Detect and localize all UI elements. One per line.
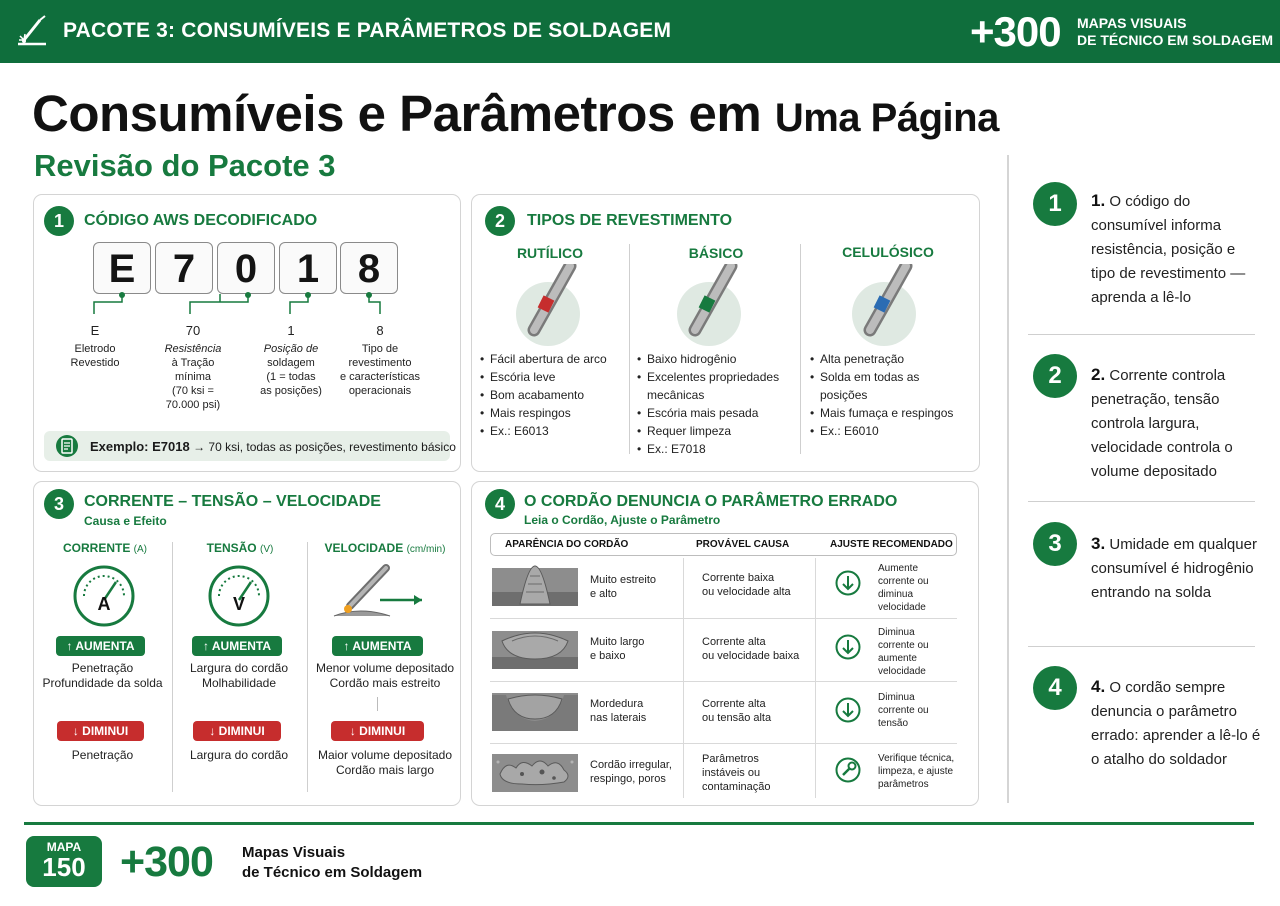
connector-line	[377, 697, 378, 711]
list-item: • Requer limpeza	[637, 422, 795, 440]
card3-title: CORRENTE – TENSÃO – VELOCIDADE	[84, 493, 381, 510]
narrow-bead-image	[492, 564, 578, 608]
svg-text:V: V	[232, 594, 246, 614]
table-cell: Muito largo e baixo	[590, 636, 645, 662]
code-letter: E	[93, 242, 151, 294]
wrench-icon	[835, 757, 861, 783]
table-col-separator	[815, 558, 816, 798]
side-number: 2	[1033, 354, 1077, 398]
header-count: +300	[970, 8, 1061, 55]
list-item: • Ex.: E6013	[480, 422, 628, 440]
table-cell: Corrente alta ou tensão alta	[702, 698, 772, 724]
coat-head-rutilico: RUTÍLICO	[516, 245, 584, 261]
irregular-bead-image	[492, 750, 578, 794]
example-text: Exemplo: E7018 → 70 ksi, todas as posições, revestimento básico	[90, 439, 456, 454]
table-row-line	[490, 743, 957, 744]
card3-number: 3	[44, 489, 74, 519]
card4-subtitle: Leia o Cordão, Ajuste o Parâmetro	[524, 513, 721, 527]
param-head-corrente: CORRENTE (A)	[62, 541, 148, 555]
footer-count: +300	[120, 838, 213, 886]
footer-brand: Mapas Visuais de Técnico em Soldagem	[242, 844, 423, 881]
header-brand: MAPAS VISUAIS DE TÉCNICO EM SOLDAGEM	[1077, 15, 1274, 48]
card1-number: 1	[44, 206, 74, 236]
code-letter: 8	[340, 242, 398, 294]
page-subtitle: Revisão do Pacote 3	[34, 148, 336, 183]
svg-text:A: A	[97, 594, 111, 614]
code-col-e: E Eletrodo Revestido	[70, 323, 120, 369]
coat-list-celulosico	[810, 350, 970, 440]
table-col-header: AJUSTE RECOMENDADO	[830, 539, 953, 550]
side-number: 3	[1033, 522, 1077, 566]
document-icon	[56, 435, 78, 457]
table-cell: Diminua corrente ou aumente velocidade	[878, 627, 929, 677]
side-text: 2. Corrente controla penetração, tensão controla largura, velocidade controla o volume depositado	[1091, 365, 1233, 480]
decrease-badge: ↓ DIMINUI	[57, 721, 144, 741]
table-cell: Corrente alta ou velocidade baixa	[702, 636, 800, 662]
card2-title: TIPOS DE REVESTIMENTO	[527, 212, 733, 229]
decrease-badge: ↓ DIMINUI	[331, 721, 424, 741]
undercut-bead-image	[492, 689, 578, 733]
table-cell: Mordedura nas laterais	[590, 698, 647, 724]
code-letter: 7	[155, 242, 213, 294]
package-title: PACOTE 3: CONSUMÍVEIS E PARÂMETROS DE SOLDAGEM	[63, 19, 672, 42]
list-item: • Bom acabamento	[480, 386, 628, 404]
footer-line	[24, 822, 1254, 825]
side-text: 1. O código do consumível informa resistência, posição e tipo de revestimento — aprenda a lê-lo	[1091, 191, 1246, 306]
list-item: • Alta penetração	[810, 350, 970, 368]
table-cell: Parâmetros instáveis ou contaminação	[702, 753, 771, 793]
table-cell: Muito estreito e alto	[590, 574, 657, 600]
param-down-text: Penetração	[71, 748, 134, 762]
coat-separator	[800, 244, 801, 454]
table-col-header: APARÊNCIA DO CORDÃO	[505, 539, 629, 550]
list-item: • Ex.: E7018	[637, 440, 795, 458]
side-number: 1	[1033, 182, 1077, 226]
table-cell: Diminua corrente ou tensão	[878, 692, 929, 729]
side-text: 3. Umidade em qualquer consumível é hidrogênio entrando na solda	[1091, 534, 1257, 601]
param-up-text: Largura do cordão Molhabilidade	[189, 661, 289, 690]
coat-head-celulosico: CELULÓSICO	[842, 244, 934, 260]
electrode-rutilico-icon	[512, 264, 582, 354]
increase-badge: ↑ AUMENTA	[332, 636, 423, 656]
electrode-celulosico-icon	[848, 264, 918, 354]
table-col-separator	[683, 558, 684, 798]
torch-speed-icon	[330, 562, 430, 622]
table-cell: Cordão irregular, respingo, poros	[590, 759, 672, 785]
table-row-line	[490, 681, 957, 682]
param-up-text: Menor volume depositado Cordão mais estreito	[315, 661, 455, 690]
code-col-8: 8 Tipo de revestimento e características operacionais	[339, 323, 421, 397]
increase-badge: ↑ AUMENTA	[56, 636, 145, 656]
side-number: 4	[1033, 666, 1077, 710]
decrease-badge: ↓ DIMINUI	[193, 721, 281, 741]
list-item: • Escória leve	[480, 368, 628, 386]
side-separator	[1028, 501, 1255, 502]
table-col-header: PROVÁVEL CAUSA	[696, 539, 790, 550]
code-letter: 0	[217, 242, 275, 294]
side-separator	[1028, 646, 1255, 647]
code-col-1: 1 Posição de soldagem (1 = todas as posições)	[260, 323, 322, 397]
param-head-tensao: TENSÃO (V)	[206, 541, 274, 555]
arrow-down-icon	[835, 634, 861, 660]
code-col-70: 70 Resistência à Tração mínima (70 ksi = 70.000 psi)	[164, 323, 222, 411]
card2-number: 2	[485, 206, 515, 236]
table-row-line	[490, 618, 957, 619]
coat-list-rutilico	[480, 350, 628, 440]
arrow-down-icon	[835, 697, 861, 723]
list-item: • Baixo hidrogênio	[637, 350, 795, 368]
param-down-text: Largura do cordão	[189, 748, 289, 762]
param-head-velocidade: VELOCIDADE (cm/min)	[324, 541, 446, 555]
top-bar	[0, 0, 1280, 63]
list-item: • Fácil abertura de arco	[480, 350, 628, 368]
page-title: Consumíveis e Parâmetros em Uma Página	[32, 85, 999, 142]
voltmeter-gauge-icon	[207, 564, 271, 628]
list-item: • Mais respingos	[480, 404, 628, 422]
table-cell: Aumente corrente ou diminua velocidade	[878, 563, 929, 613]
table-cell: Verifique técnica, limpeza, e ajuste parâmetros	[878, 753, 955, 790]
list-item: • Solda em todas as posições	[810, 368, 970, 404]
vertical-divider	[1007, 155, 1009, 803]
list-item: • Ex.: E6010	[810, 422, 970, 440]
map-number-badge: MAPA 150	[26, 836, 102, 887]
code-connectors	[80, 290, 410, 320]
arrow-down-icon	[835, 570, 861, 596]
electrode-basico-icon	[673, 264, 743, 354]
increase-badge: ↑ AUMENTA	[192, 636, 282, 656]
card1-title: CÓDIGO AWS DECODIFICADO	[84, 212, 318, 229]
list-item: • Excelentes propriedades mecânicas	[637, 368, 795, 404]
wide-bead-image	[492, 627, 578, 671]
card3-subtitle: Causa e Efeito	[84, 514, 167, 528]
side-text: 4. O cordão sempre denuncia o parâmetro errado: aprender a lê-lo é o atalho do soldador	[1091, 677, 1261, 768]
param-up-text: Penetração Profundidade da solda	[42, 661, 163, 690]
coat-head-basico: BÁSICO	[688, 245, 744, 261]
param-separator	[172, 542, 173, 792]
side-separator	[1028, 334, 1255, 335]
coat-list-basico	[637, 350, 795, 458]
table-cell: Corrente baixa ou velocidade alta	[702, 572, 791, 598]
param-down-text: Maior volume depositado Cordão mais largo	[317, 748, 453, 777]
card4-title: O CORDÃO DENUNCIA O PARÂMETRO ERRADO	[524, 493, 898, 510]
code-letter: 1	[279, 242, 337, 294]
param-separator	[307, 542, 308, 792]
list-item: • Mais fumaça e respingos	[810, 404, 970, 422]
welding-torch-icon	[14, 12, 50, 50]
example-box	[44, 431, 456, 461]
list-item: • Escória mais pesada	[637, 404, 795, 422]
ammeter-gauge-icon	[72, 564, 136, 628]
coat-separator	[629, 244, 630, 454]
card4-number: 4	[485, 489, 515, 519]
